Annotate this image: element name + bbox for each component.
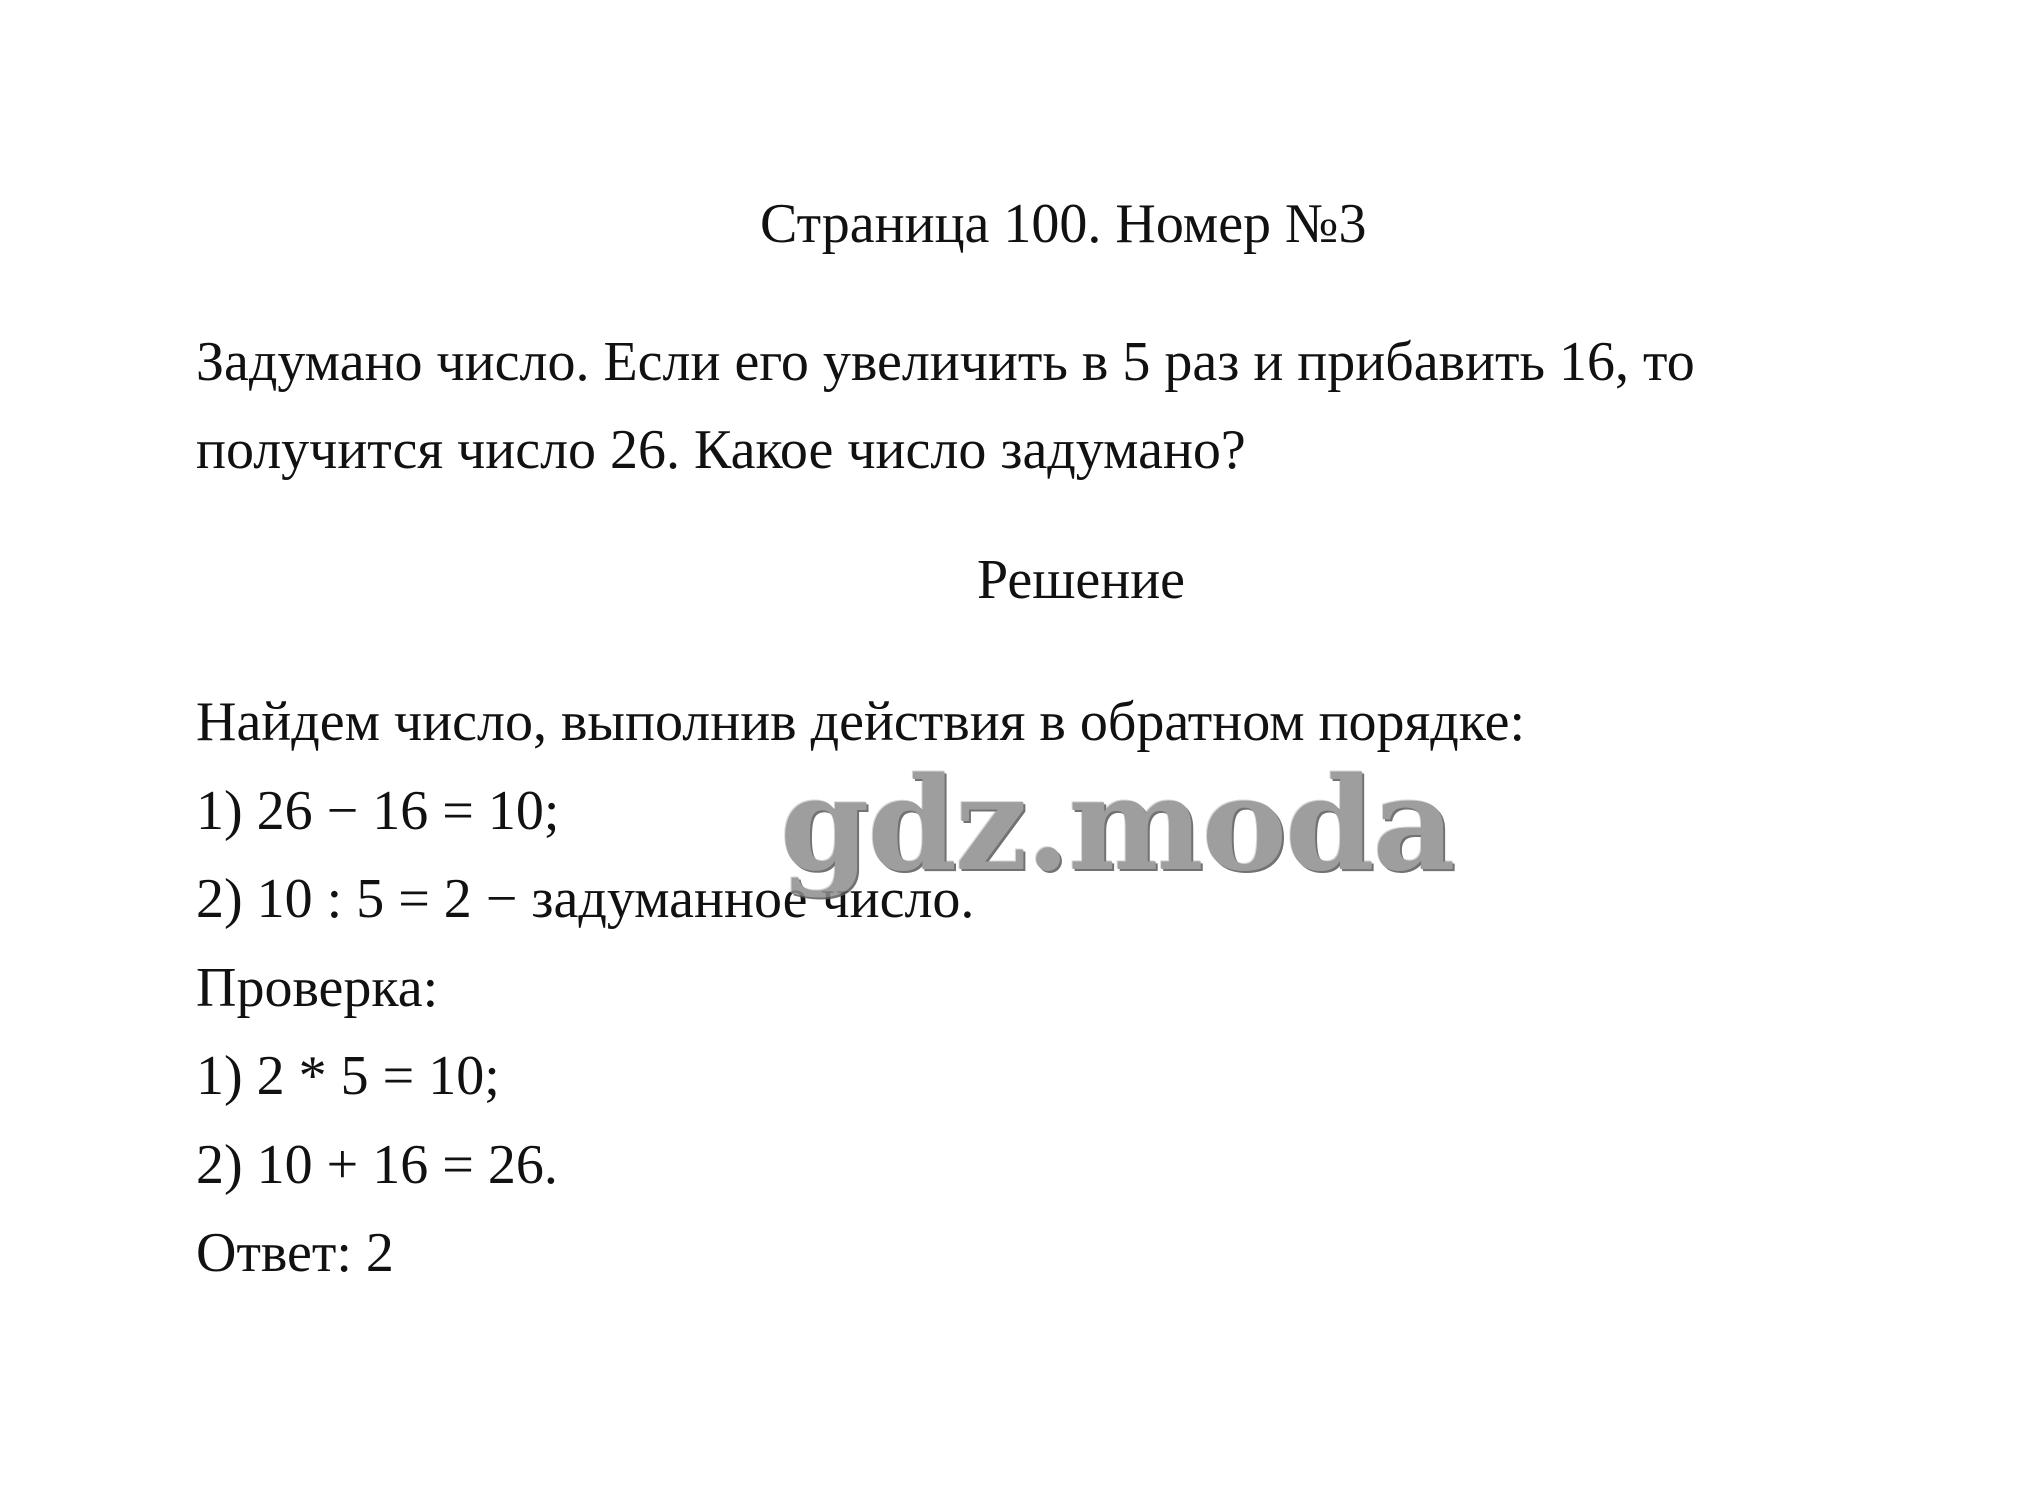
problem-line: Задумано число. Если его увеличить в 5 раз и прибавить 16, то [196, 331, 1695, 393]
solution-line: 1) 26 − 16 = 10; [196, 779, 560, 842]
solution-line: 2) 10 + 16 = 26. [196, 1133, 558, 1196]
problem-statement [196, 318, 1695, 494]
solution-line: 2) 10 : 5 = 2 − задуманное число. [196, 868, 975, 930]
solution-line: 1) 2 * 5 = 10; [196, 1045, 500, 1107]
solution-line: Проверка: [196, 956, 439, 1019]
problem-line: получится число 26. Какое число задумано? [196, 419, 1246, 481]
page-title: Страница 100. Номер №3 [760, 193, 1367, 255]
solution-line: Найдем число, выполнив действия в обратном порядке: [196, 691, 1526, 753]
solution-heading: Решение [977, 549, 1186, 611]
solution-body [196, 678, 1525, 1298]
watermark-logo: gdz.moda [780, 750, 1454, 900]
answer-line: Ответ: 2 [196, 1222, 394, 1284]
